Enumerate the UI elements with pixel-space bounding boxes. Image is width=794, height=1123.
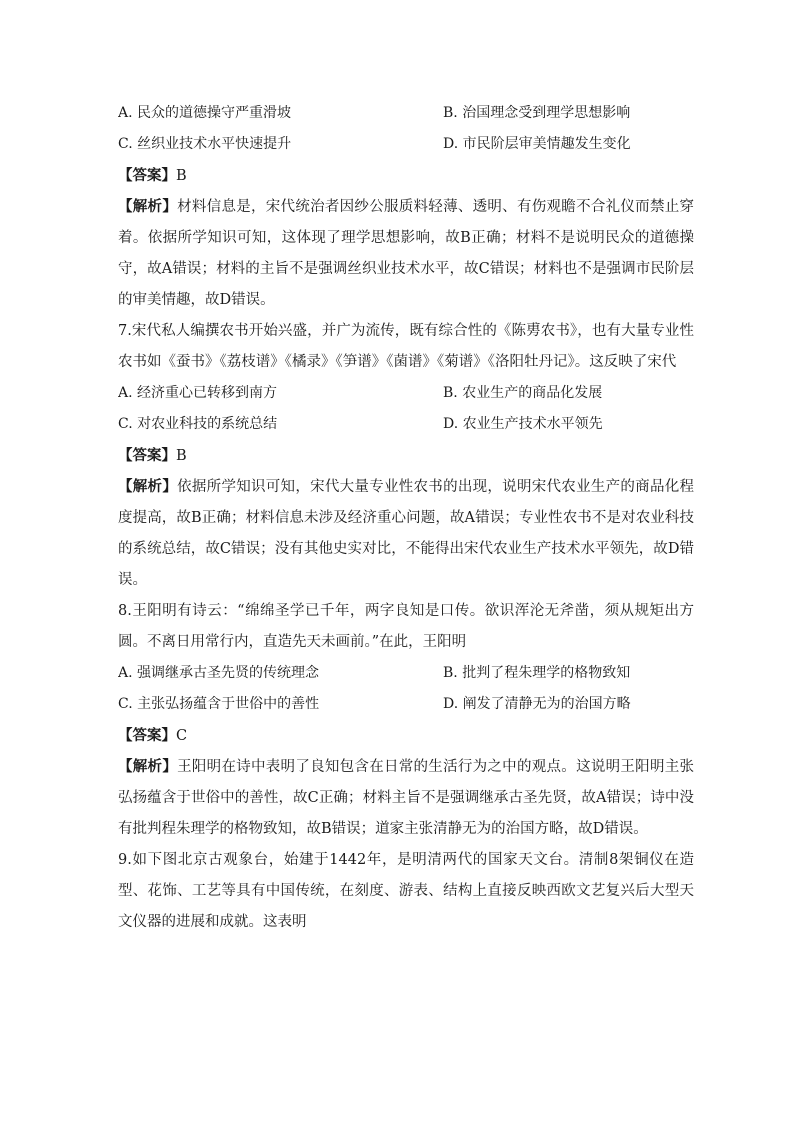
q7-analysis-tag: 【解析】 bbox=[118, 478, 178, 495]
q6-analysis-tag: 【解析】 bbox=[118, 198, 178, 215]
q7-answer bbox=[118, 440, 694, 471]
q6-option-d: D. 市民阶层审美情趣发生变化 bbox=[443, 136, 631, 152]
q8-answer-tag: 【答案】 bbox=[118, 727, 176, 744]
q7-option-c: C. 对农业科技的系统总结 bbox=[118, 416, 278, 432]
q8-option-c: C. 主张弘扬蕴含于世俗中的善性 bbox=[118, 696, 320, 712]
q8-stem: 8.王阳明有诗云：“绵绵圣学已千年，两字良知是口传。欲识浑沦无斧凿，须从规矩出方圆。不离日用常行内，直造先天未画前。”在此，王阳明 bbox=[118, 603, 694, 650]
q7-stem: 7.宋代私人编撰农书开始兴盛，并广为流传，既有综合性的《陈旉农书》，也有大量专业性农书如《蚕书》《荔枝谱》《橘录》《笋谱》《菌谱》《菊谱》《洛阳牡丹记》。这反映了宋代 bbox=[118, 323, 694, 370]
q8-option-d: D. 阐发了清静无为的治国方略 bbox=[443, 696, 631, 712]
q9-stem: 9.如下图北京古观象台，始建于1442年，是明清两代的国家天文台。清制8架铜仪在造型、花饰、工艺等具有中国传统，在刻度、游表、结构上直接反映西欧文艺复兴后大型天文仪器的进展和成就。这表明 bbox=[118, 852, 694, 930]
q8-answer-value: C bbox=[176, 728, 188, 744]
q6-option-b: B. 治国理念受到理学思想影响 bbox=[443, 105, 631, 121]
q8-analysis-tag: 【解析】 bbox=[118, 758, 178, 775]
q7-options-row-2 bbox=[118, 409, 694, 440]
q6-answer-value: B bbox=[176, 168, 187, 184]
q8-option-b: B. 批判了程朱理学的格物致知 bbox=[443, 665, 631, 681]
q6-answer-tag: 【答案】 bbox=[118, 167, 176, 184]
q6-analysis bbox=[118, 191, 694, 316]
q7-analysis bbox=[118, 471, 694, 596]
q7-option-d: D. 农业生产技术水平领先 bbox=[443, 416, 603, 432]
q8-options-row-2 bbox=[118, 689, 694, 720]
document-content bbox=[118, 98, 694, 938]
q8-analysis bbox=[118, 751, 694, 845]
q6-answer bbox=[118, 160, 694, 191]
q7-options-row-1 bbox=[118, 378, 694, 409]
q6-analysis-text: 材料信息是，宋代统治者因纱公服质料轻薄、透明、有伤观瞻不合礼仪而禁止穿着。依据所学知识可知，这体现了理学思想影响，故B正确；材料不是说明民众的道德操守，故A错误；材料的主旨不是强调丝织业技术水平，故C错误；材料也不是强调市民阶层的审美情趣，故D错误。 bbox=[118, 199, 695, 308]
q8-option-a: A. 强调继承古圣先贤的传统理念 bbox=[118, 665, 320, 681]
q7-option-b: B. 农业生产的商品化发展 bbox=[443, 385, 603, 401]
q6-option-c: C. 丝织业技术水平快速提升 bbox=[118, 136, 292, 152]
q6-option-a: A. 民众的道德操守严重滑坡 bbox=[118, 105, 292, 121]
q7-analysis-text: 依据所学知识可知，宋代大量专业性农书的出现，说明宋代农业生产的商品化程度提高，故B正确；材料信息未涉及经济重心问题，故A错误；专业性农书不是对农业科技的系统总结，故C错误；没有其他史实对比，不能得出宋代农业生产技术水平领先，故D错误。 bbox=[118, 479, 695, 588]
q8-options-row-1 bbox=[118, 658, 694, 689]
q6-options-row-1 bbox=[118, 98, 694, 129]
q7-option-a: A. 经济重心已转移到南方 bbox=[118, 385, 278, 401]
q8-analysis-text: 王阳明在诗中表明了良知包含在日常的生活行为之中的观点。这说明王阳明主张弘扬蕴含于世俗中的善性，故C正确；材料主旨不是强调继承古圣先贤，故A错误；诗中没有批判程朱理学的格物致知，故B错误；道家主张清静无为的治国方略，故D错误。 bbox=[118, 759, 695, 837]
q6-options-row-2 bbox=[118, 129, 694, 160]
q8-answer bbox=[118, 720, 694, 751]
q7-answer-tag: 【答案】 bbox=[118, 447, 176, 464]
q7-answer-value: B bbox=[176, 448, 187, 464]
